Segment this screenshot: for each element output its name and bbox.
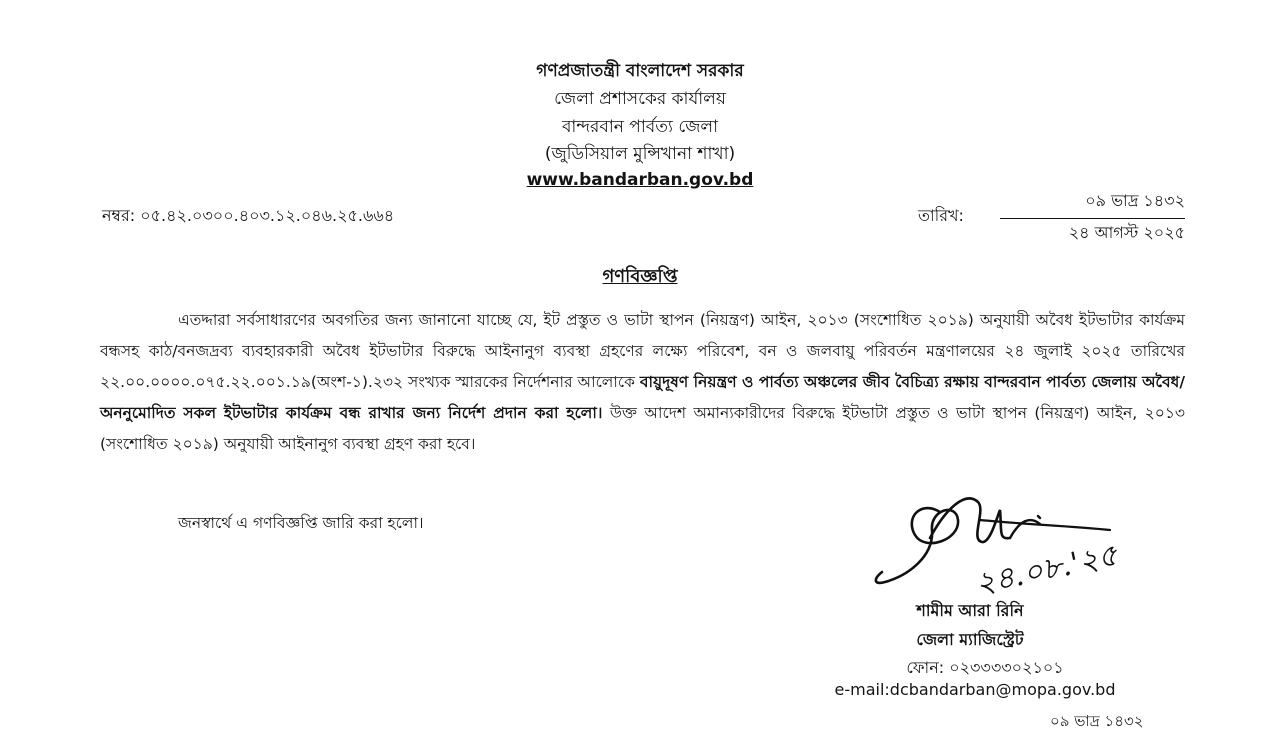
signature-image	[870, 480, 1190, 610]
section-name: (জুডিসিয়াল মুন্সিখানা শাখা)	[544, 144, 736, 164]
signatory-name: শামীম আরা রিনি	[916, 601, 1024, 620]
notice-body	[100, 305, 1185, 460]
office-name: জেলা প্রশাসকের কার্যালয়	[554, 89, 726, 109]
body-text-directive: বায়ুদূষণ নিয়ন্ত্রণ ও পার্বত্য অঞ্চলের জীব বৈচিত্র্য রক্ষায় বান্দরবান পার্বত্য জেলায় অবৈধ/অননুমোদিত সকল ইটভাটার কার্যক্রম বন্ধ রাখার জন্য নির্দেশ প্রদান করা হলো।	[100, 373, 1186, 422]
date-gregorian: ২৪ আগস্ট ২০২৫	[1068, 223, 1185, 242]
district-name: বান্দরবান পার্বত্য জেলা	[561, 117, 719, 137]
date-bangla: ০৯ ভাদ্র ১৪৩২	[1000, 188, 1185, 219]
government-title: গণপ্রজাতন্ত্রী বাংলাদেশ সরকার	[536, 61, 744, 81]
signatory-phone: ফোন: ০২৩৩৩৩০২১০১	[906, 658, 1064, 677]
date-label: তারিখ:	[918, 206, 964, 225]
website-row	[340, 167, 940, 193]
closing-line: জনস্বার্থে এ গণবিজ্ঞপ্তি জারি করা হলো।	[178, 514, 424, 532]
website-link[interactable]: www.bandarban.gov.bd	[526, 170, 754, 190]
body-text-part2: উক্ত আদেশ অমান্যকারীদের বিরুদ্ধে ইটভাটা প্রস্তুত ও ভাটা স্থাপন (নিয়ন্ত্রণ) আইন, ২০১৩ (সংশোধিত ২০১৯) অনুযায়ী আইনানুগ ব্যবস্থা গ্রহণ করা হবে।	[100, 404, 1185, 453]
footer-date-cut: ০৯ ভাদ্র ১৪৩২	[1050, 712, 1144, 730]
body-text-part1: এতদ্দারা সর্বসাধারণের অবগতির জন্য জানানো যাচ্ছে যে, ইট প্রস্তুত ও ভাটা স্থাপন (নিয়ন্ত্রণ) আইন, ২০১৩ (সংশোধিত ২০১৯) অনুযায়ী অবৈধ ইটভাটার কার্যক্রম বন্ধসহ কাঠ/বনজদ্রব্য ব্যবহারকারী অবৈধ ইটভাটার বিরুদ্ধে আইনানুগ ব্যবস্থা গ্রহণের লক্ষ্যে পরিবেশ, বন ও জলবায়ু পরিবর্তন মন্ত্রণালয়ের ২৪ জুলাই ২০২৫ তারিখের ২২.০০.০০০০.০৭৫.২২.০০১.১৯(অংশ-১).২৩২ সংখ্যক স্মারকের নির্দেশনার আলোকে	[100, 311, 1185, 391]
signature-date-text: ২৪.০৮.'২৫	[972, 537, 1121, 602]
memo-number: নম্বর: ০৫.৪২.০৩০০.৪০৩.১২.০৪৬.২৫.৬৬৪	[102, 206, 395, 225]
signatory-designation: জেলা ম্যাজিস্ট্রেট	[916, 630, 1024, 649]
notice-title: গণবিজ্ঞপ্তি	[602, 266, 678, 287]
signatory-email[interactable]: e-mail:dcbandarban@mopa.gov.bd	[834, 680, 1116, 699]
